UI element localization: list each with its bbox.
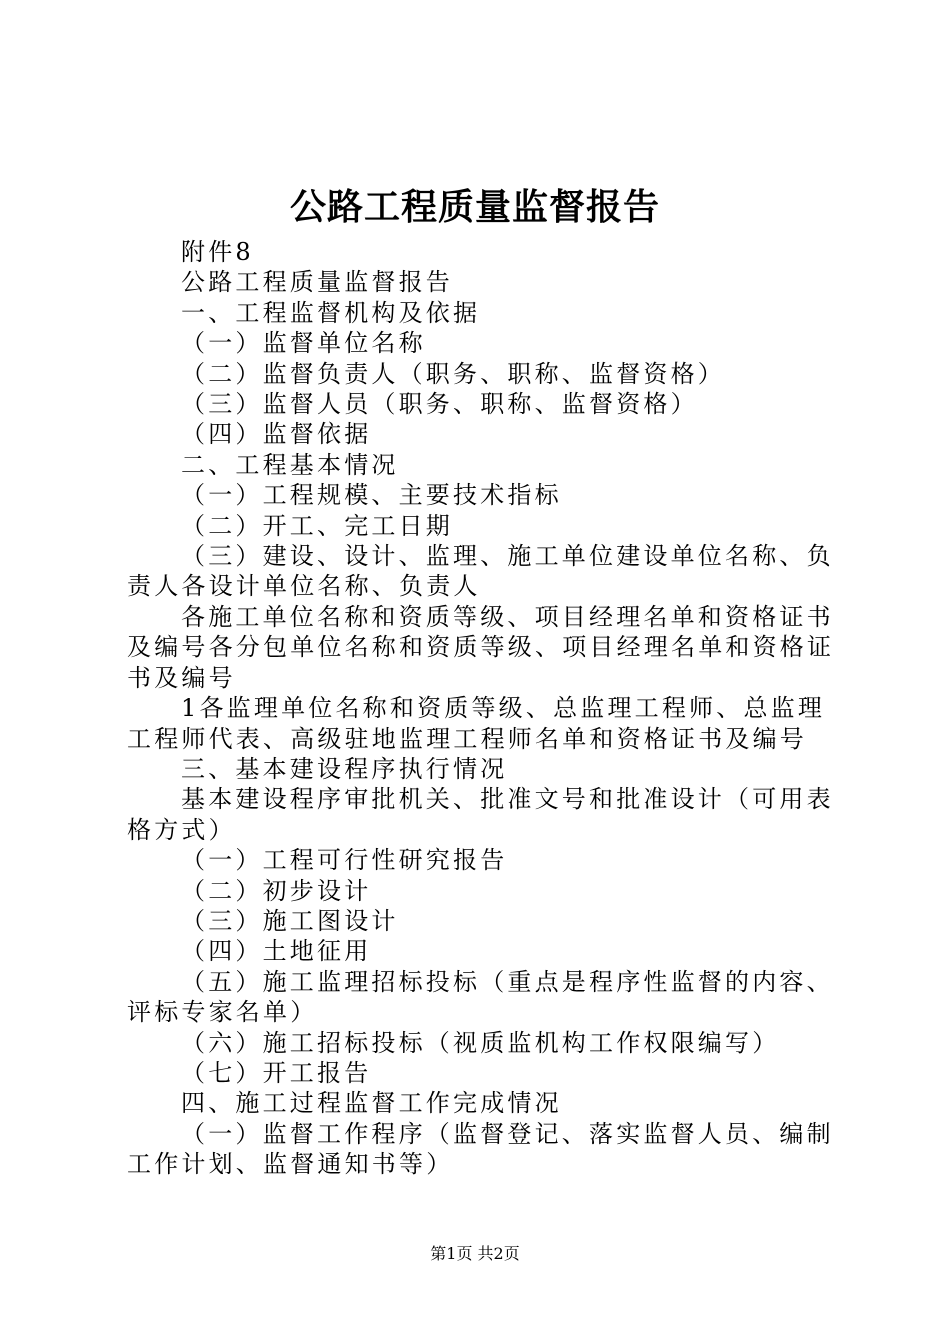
paragraph: （六）施工招标投标（视质监机构工作权限编写） — [181, 1028, 780, 1057]
page-footer: 第1页 共2页 — [430, 1244, 520, 1263]
paragraph: 附件8 — [181, 238, 254, 266]
paragraph: （二）监督负责人（职务、职称、监督资格） — [181, 359, 725, 388]
paragraph: （三）监督人员（职务、职称、监督资格） — [181, 390, 698, 419]
paragraph: （五）施工监理招标投标（重点是程序性监督的内容、评标专家名单） — [127, 967, 834, 1027]
paragraph: （二）初步设计 — [181, 876, 372, 905]
paragraph: 各施工单位名称和资质等级、项目经理名单和资格证书及编号各分包单位名称和资质等级、项目经理名单和资格证书及编号 — [127, 602, 835, 692]
paragraph: （四）土地征用 — [181, 937, 372, 966]
paragraph: （一）监督工作程序（监督登记、落实监督人员、编制工作计划、监督通知书等） — [127, 1119, 834, 1179]
paragraph: （七）开工报告 — [181, 1058, 372, 1087]
section-heading: 二、工程基本情况 — [181, 450, 399, 479]
paragraph: （一）工程可行性研究报告 — [181, 846, 508, 875]
paragraph: 1各监理单位名称和资质等级、总监理工程师、总监理工程师代表、高级驻地监理工程师名单和资格证书及编号 — [127, 694, 826, 753]
paragraph: （一）工程规模、主要技术指标 — [181, 481, 562, 510]
section-heading: 一、工程监督机构及依据 — [181, 298, 481, 327]
paragraph: （三）施工图设计 — [181, 906, 399, 935]
document-title: 公路工程质量监督报告 — [289, 186, 660, 228]
paragraph: （三）建设、设计、监理、施工单位建设单位名称、负责人各设计单位名称、负责人 — [127, 542, 834, 601]
section-heading: 三、基本建设程序执行情况 — [181, 754, 508, 783]
paragraph: 基本建设程序审批机关、批准文号和批准设计（可用表格方式） — [127, 785, 834, 844]
paragraph: （四）监督依据 — [181, 420, 372, 449]
paragraph: （二）开工、完工日期 — [181, 511, 453, 540]
document-body — [127, 237, 835, 1180]
paragraph: 公路工程质量监督报告 — [181, 268, 453, 297]
paragraph: （一）监督单位名称 — [181, 329, 426, 358]
section-heading: 四、施工过程监督工作完成情况 — [181, 1089, 562, 1118]
